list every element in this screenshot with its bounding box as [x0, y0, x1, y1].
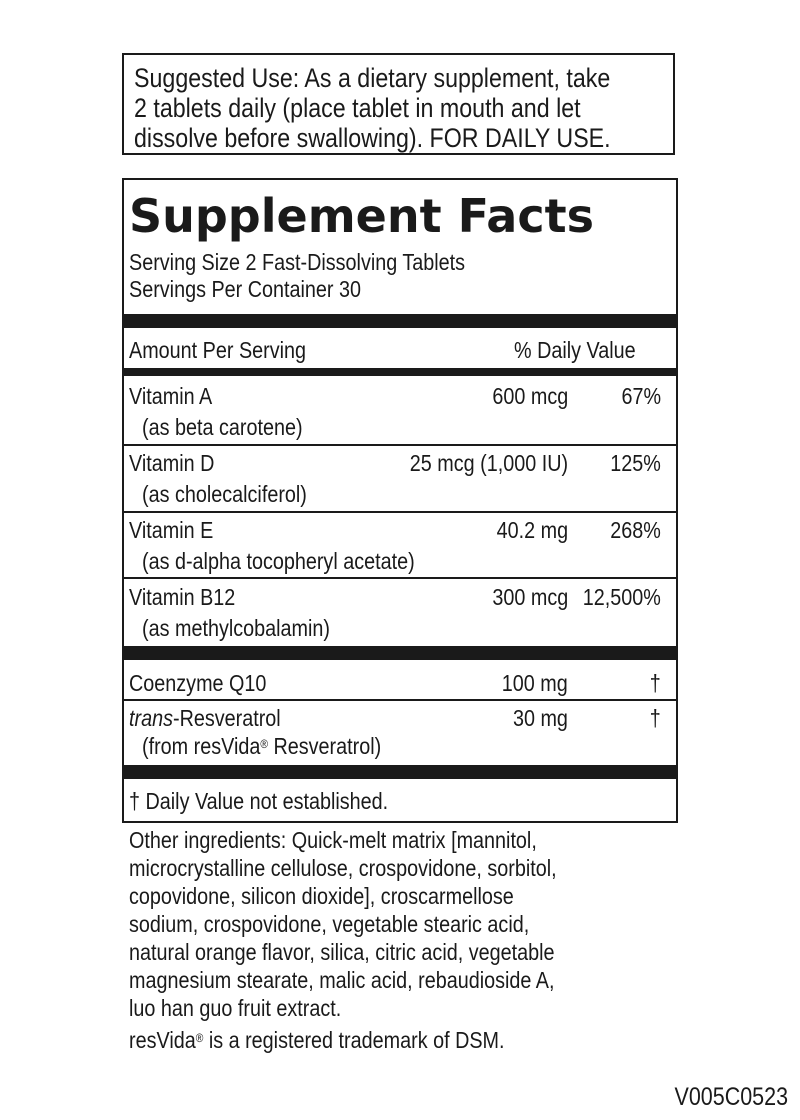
- product-code: V005C0523: [674, 1083, 788, 1111]
- medium-divider: [124, 368, 676, 376]
- vitamin-b12-source: (as methylcobalamin): [142, 615, 330, 641]
- vitamin-a-amount: 600 mcg: [492, 383, 568, 409]
- thick-divider-2: [124, 646, 676, 660]
- resveratrol-dv: †: [649, 705, 661, 731]
- other-ingredients-line: copovidone, silicon dioxide], croscarmellose: [129, 883, 514, 909]
- suggested-use-line-1: Suggested Use: As a dietary supplement, take: [134, 63, 611, 93]
- serving-size: Serving Size 2 Fast-Dissolving Tablets: [129, 249, 466, 275]
- vitamin-e-source: (as d-alpha tocopheryl acetate): [142, 548, 415, 574]
- other-ingredients-line: sodium, crospovidone, vegetable stearic acid,: [129, 911, 530, 937]
- vitamin-d-amount: 25 mcg (1,000 IU): [409, 450, 568, 476]
- vitamin-b12-name: Vitamin B12: [129, 584, 236, 610]
- vitamin-d-name: Vitamin D: [129, 450, 215, 476]
- servings-per-container: Servings Per Container 30: [129, 276, 361, 302]
- vitamin-a-dv: 67%: [621, 383, 661, 409]
- other-ingredients-line: natural orange flavor, silica, citric acid, vegetable: [129, 939, 555, 965]
- trademark-note: resVida® is a registered trademark of DSM.: [129, 1027, 505, 1053]
- vitamin-e-dv: 268%: [610, 517, 661, 543]
- daily-value-header: % Daily Value: [514, 337, 636, 363]
- vitamin-e-amount: 40.2 mg: [496, 517, 568, 543]
- row-divider: [124, 577, 676, 579]
- other-ingredients-line: magnesium stearate, malic acid, rebaudioside A,: [129, 967, 555, 993]
- resveratrol-name-rest: -Resveratrol: [172, 705, 281, 731]
- vitamin-d-dv: 125%: [610, 450, 661, 476]
- thick-divider-1: [124, 314, 676, 328]
- resveratrol-amount: 30 mg: [513, 705, 568, 731]
- resveratrol-name-italic: trans: [129, 705, 173, 731]
- row-divider: [124, 511, 676, 513]
- vitamin-b12-dv: 12,500%: [582, 584, 661, 610]
- suggested-use-box: [122, 53, 675, 155]
- resveratrol-source: (from resVida® Resveratrol): [142, 733, 382, 759]
- vitamin-d-source: (as cholecalciferol): [142, 481, 307, 507]
- supplement-facts-panel: [122, 178, 678, 823]
- facts-title: Supplement Facts: [129, 189, 594, 243]
- other-ingredients-line: Other ingredients: Quick-melt matrix [mannitol,: [129, 827, 537, 853]
- vitamin-b12-amount: 300 mcg: [492, 584, 568, 610]
- thick-divider-3: [124, 765, 676, 779]
- vitamin-a-source: (as beta carotene): [142, 414, 303, 440]
- coq10-name: Coenzyme Q10: [129, 670, 267, 696]
- suggested-use-line-3: dissolve before swallowing). FOR DAILY USE.: [134, 123, 611, 153]
- amount-per-serving-header: Amount Per Serving: [129, 337, 307, 363]
- row-divider: [124, 444, 676, 446]
- resveratrol-name: [129, 705, 305, 731]
- footnote: † Daily Value not established.: [129, 788, 389, 814]
- vitamin-a-name: Vitamin A: [129, 383, 213, 409]
- coq10-dv: †: [649, 670, 661, 696]
- coq10-amount: 100 mg: [502, 670, 568, 696]
- suggested-use-line-2: 2 tablets daily (place tablet in mouth and let: [134, 93, 581, 123]
- row-divider: [124, 699, 676, 701]
- other-ingredients-line: microcrystalline cellulose, crospovidone, sorbitol,: [129, 855, 557, 881]
- vitamin-e-name: Vitamin E: [129, 517, 214, 543]
- other-ingredients-line: luo han guo fruit extract.: [129, 995, 342, 1021]
